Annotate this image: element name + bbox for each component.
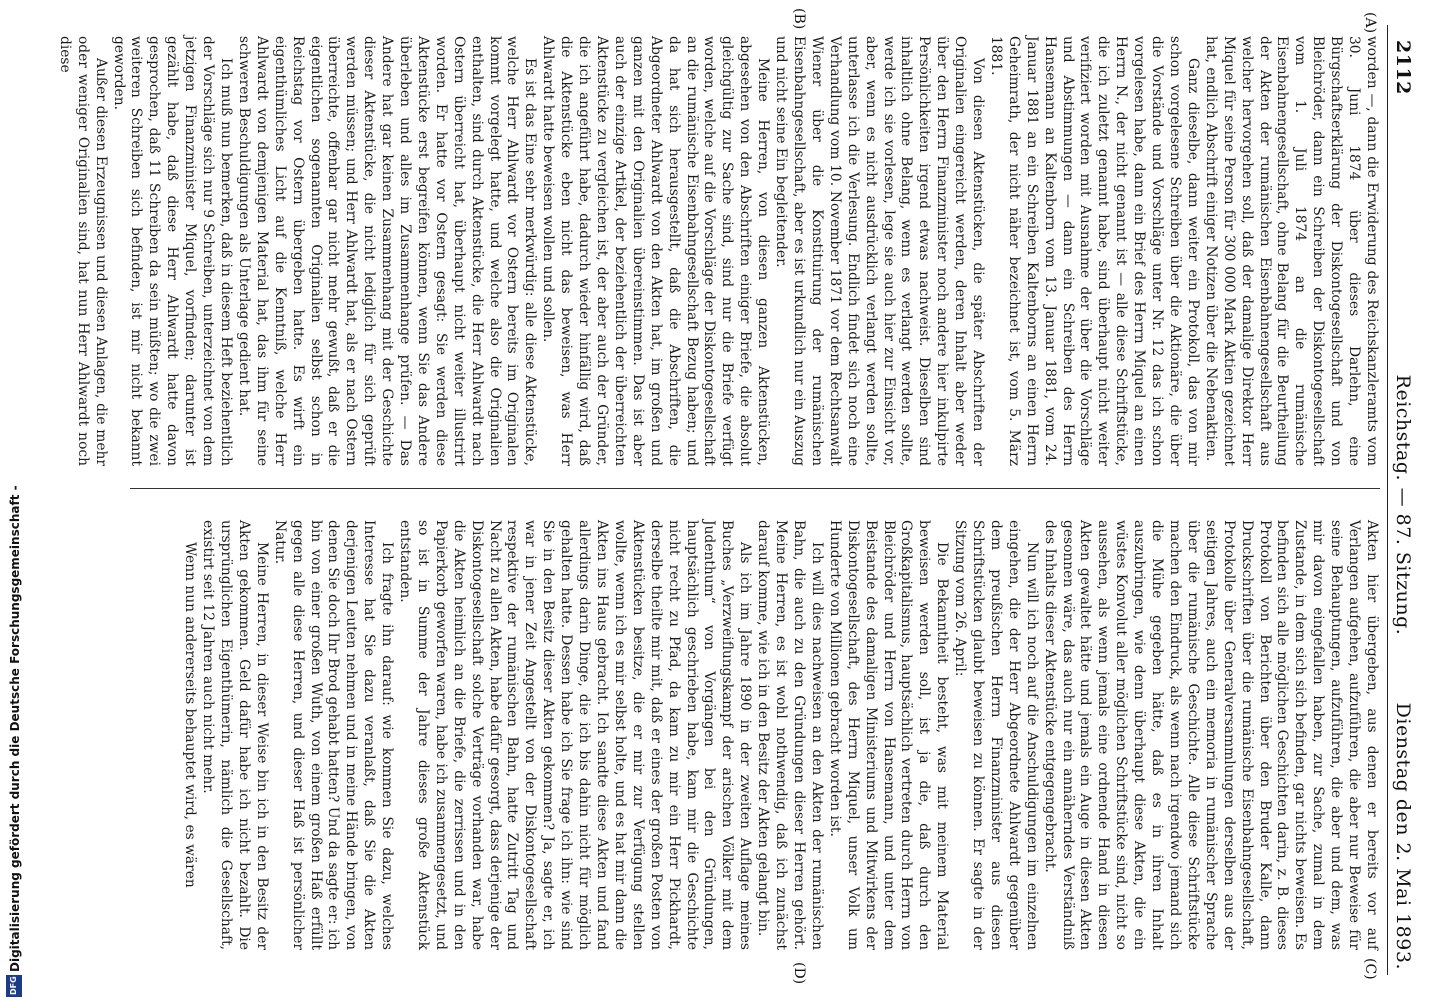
- page-number: 2112: [1392, 40, 1414, 95]
- paragraph: Es ist das Eine sehr merkwürdig: alle diese Aktenstücke, welche Herr Ahlwardt vor Ostern bereits im Originalen kommt vorgelegt hatte, und welche also die Originalien enthalten, sind durch Aktenstücke, die Herr Ahlwardt nach Ostern überreicht hat, überhaupt nicht weiter illustrirt worden. Er hatte vor Ostern gesagt: Sie werden diese Aktenstücke erst begreifen können, wenn Sie das Andere überleben und alles im Zusammenhange prüfen. — Das Andere hat gar keinen Zusammenhang mit der Geschichte dieser Aktenstücke, die nicht lediglich für sich geprüft werden müssen; und Herr Ahlwardt hat, als er nach Ostern überreichte, offenbar gar nicht mehr gewußt, daß er die eigentlichen sogenannten Originalien selbst schon in Reichstag vor Ostern übergeben hatte. Es wirft ein eigenthümliches Licht auf die Kenntniß, welche Herr Ahlwardt von demjenigen Material hat, das ihm für seine schweren Beschuldigungen als Unterlage gedient hat.: [235, 36, 539, 466]
- left-column: [56, 36, 1380, 466]
- column-divider: [130, 488, 1380, 489]
- credit-text: Digitalisierung gefördert durch die Deutsche Forschungsgemeinschaft -: [8, 485, 22, 972]
- header-rule: [1387, 25, 1388, 975]
- paragraph: Nun will ich noch auf die Anschuldigungen im einzelnen eingehen, die der Herr Abgeordnete Ahlwardt gegenüber dem preußischen Herrn Finanzminister aus diesen Schriftstücken glaubt beweisen zu können. Er sagte in der Sitzung vom 26. April:: [952, 520, 1040, 950]
- margin-marker-c: (C): [1362, 958, 1378, 980]
- running-header: [1392, 40, 1414, 970]
- margin-marker-b: (B): [791, 8, 807, 30]
- paragraph: Als ich im Jahre 1890 in der zweiten Auflage meines Buches „Verzweiflungskampf der arischen Völker mit dem Judenthum“ von Vorgängen bei den Gründungen, hauptsächlich geschrieben habe, kam mir die Geschichte nicht recht zu Pfad, da kam zu mir ein Herr Pickhardt, derselbe theilte mir mit, daß er eines der großen Posten von Aktenstücken besitze, die er mir zur Verfügung stellen wollte, wenn ich es mir selbst holte, und es hat mir dann die Akten ins Haus gebracht. Ich sandte diese Akten und fand allerdings darin Dinge, die ich bis dahin nicht für möglich gehalten hatte. Dessen habe ich Sie frage ich ihn: wie sind Sie in den Besitz dieser Akten gekommen? Ja, sagte er, ich war in jener Zeit Angestellt von der Diskontogesellschaft respektive der rumänischen Bahn, hatte Zutritt Tag und Nacht zu allen Akten, habe dafür gesorgt, dass derjenige der Diskontogesellschaft solche Verträge vorhanden war, habe die Akten heimlich an die Briefe, die zerrissen und in den Papierkorb geworfen waren, habe ich zusammengesetzt, und so ist in Summe der Jahre dieses große Aktenstück entstanden.: [397, 520, 754, 950]
- paragraph: Meine Herren, in dieser Weise bin ich in den Besitz der Akten gekommen. Geld dafür habe ich nicht bezahlt. Die ursprünglichen Eigenthümerin, nämlich die Gesellschaft, existirt seit 12 Jahren auch nicht mehr.: [200, 520, 270, 950]
- paragraph: Ich will dies nachweisen an den Akten der rumänischen Bahn, die auch zu den Gründungen dieser Herren gehört. Meine Herren, es ist wohl nothwendig, daß ich zunächst darauf komme, wie ich in den Besitz der Akten gelangt bin.: [755, 520, 825, 950]
- digitization-credit: [2, 0, 26, 1000]
- paragraph: Die Bekanntheit besteht, was mit meinem Material beweisen werden soll, ist ja die, daß durch den Großkapitalismus, hauptsächlich vertreten durch Herrn von Bleichröder und Herrn von Hansemann, und unter dem Beistande des damaligen Ministeriums und Mitwirkens der Diskontogesellschaft, des Herrn Miquel, unser Volk um Hunderte von Millionen gebracht worden ist.: [826, 520, 951, 950]
- dfg-logo-icon: DFG: [6, 975, 22, 997]
- paragraph: Ganz dieselbe, dann weiter ein Protokoll, das von mir schon vorgelesene Schreiben über die Aktionäre, die über die Vorstände und Vorschläge unter Nr. 12 das ich schon vorgelesen habe, dann ein Brief des Herrn Miquel an einen Herrn N., der nicht genannt ist — alle diese Schriftstücke, die ich zuletzt genannt habe, sind überhaupt nicht weiter verifiziert worden mit Ausnahme der über die Vorschläge und Abstimmungen — dann ein Schreiben des Herrn Hansemann an Kaltenborn vom 13. Januar 1881, vom 24. Januar 1881 an ein Schreiben Kaltenborns an einen Herrn Geheimrath, der nicht näher bezeichnet ist, vom 5. März 1881.: [987, 36, 1201, 466]
- margin-marker-a: (A): [1362, 12, 1378, 34]
- paragraph: worden —, dann die Erwiderung des Reichskanzleramts vom 30. Juni 1874 über dieses Darlehn, eine Bürgschaftserklärung der Diskontogesellschaft und von Bleichröder, dann ein Schreiben der Diskontogesellschaft vom 1. Juli 1874 an die rumänische Eisenbahnengesellschaft, ohne Belang für die Beurtheilung der Akten der rumänischen Eisenbahnengesellschaft aus welcher hervorgehen soll, daß der damalige Direktor Herr Miquel für seine Person für 300 000 Mark Aktien gezeichnet hat, endlich Abschrift einiger Notizen über die Nebenaktien.: [1202, 36, 1380, 466]
- paragraph: Von diesen Aktenstücken, die später Abschriften der Originalien eingereicht werden, deren Inhalt aber weder über den Herrn Finanzminister noch andere hier inkulpirte Persönlichkeiten irgend etwas nachweist. Dieselben sind inhaltlich ohne Belang, wenn es verlangt werden sollte, werde ich sie vorlesen, lege sie auch hier zur Einsicht vor, aber, wenn es nicht ausdrücklich verlangt werden sollte, unterlasse ich die Verlesung. Endlich findet sich noch eine Verhandlung vom 10. November 1871 vor dem Rechtsanwalt Wiener über die Konstituirung der rumänischen Eisenbahngesellschaft, aber es ist urkundlich nur ein Auszug und nicht seine Ein begleitender.: [773, 36, 987, 466]
- paragraph: Wenn nun andererseits behauptet wird, es wären: [182, 542, 199, 888]
- margin-marker-d: (D): [791, 962, 807, 985]
- paragraph: Ich fragte ihn darauf: wie kommen Sie dazu, welches Interesse hat Sie dazu veranlaßt, daß Sie die Akten derjenigen Leuten nehmen und in meine Hände bringen, von denen Sie doch Ihr Brod gehabt hatten? Und da sagte er: ich bin von einer großen Wuth, von einem großen Haß erfüllt gegen alle diese Herren, und dieser Haß ist persönlicher Natur.: [271, 520, 396, 950]
- paragraph: Ich muß nun bemerken, daß in diesem Heft beziehentlich der Vorschläge sich nur 9 Schreiben, unterzeichnet von dem jetzigen Finanzminister Miquel, vorfinden; darunter ist gezählt habe, daß diese Herr Ahlwardt hatte davon gesprochen, daß 11 Schreiben da sein müßten; wo die zwei weiteren Schreiben sich befinden, ist mir nicht bekannt geworden.: [110, 36, 234, 466]
- header-title: Reichstag. — 87. Sitzung.: [1392, 374, 1414, 636]
- paragraph: Außer diesen Erzeugnissen und diesen Anlagen, die mehr oder weniger Originalien sind, hat nun Herr Ahlwardt noch diese: [56, 36, 109, 466]
- header-date: Dienstag den 2. Mai 1893.: [1392, 702, 1414, 970]
- paragraph: Meine Herren, von diesen ganzen Aktenstücken, abgesehen von den Abschriften einiger Briefe, die absolut gleichgültig zur Sache sind, sind nur die Briefe verfügt worden, welche auf die Vorschläge der Diskontogesellschaft an die rumänische Eisenbahngesellschaft Bezug haben; und da hat sich herausgestellt, daß die Abschriften, die Abgeordneter Ahlwardt von den Akten hat, im großen und ganzen mit den Originalien übereinstimmen. Das ist aber auch der einzige Artikel, der beziehentlich der überreichten Aktenstücke zu vergleichen ist, der aber auch der Gründer, die ich angeführt habe, dadurch wieder hinfällig wird, daß die Aktenstücke eben nicht das beweisen, was Herr Ahlwardt hatte beweisen wollen und sollen.: [540, 36, 772, 466]
- paragraph: Akten hier übergeben, aus denen er bereits vor auf Verlangen aufgehen, aufzuführen, die aber nur Beweise für seine Behauptungen, aufzuführen, die aber und dem, was mir davon eingefallen haben, zur Sache, zumal in dem Zustande, in dem sich sich befinden, gar nichts beweisen. Es befinden sich alle möglichen Geschichten darin, z. B. dieses Protokoll von Berichten über den Bruder Kalle, dann Druckschriften über die rumänische Eisenbahngesellschaft, Protokolle über Generalversammlungen derselben aus der seitigen Jahres, auch ein memoria in rumänischer Sprache über die rumänische Geschichte. Alle diese Schriftstücke machen den Eindruck, als wenn nach irgendwo jemand sich die Mühe gegeben hätte, daß es in ihren Inhalt auszubringen, wie denn überhaupt diese Akten, die ein wüstes Konvolut aller möglichen Schriftstücke sind, nicht so aussehen, als wenn jemals eine ordnende Hand in diesen Akten gewaltet hätte und jemals ein Auge in diesen Akten gesonnen wäre, das auch nur ein annäherndes Verständniß des Inhalts dieser Aktenstücke entgegengebracht.: [1041, 520, 1380, 950]
- right-column: [130, 520, 1380, 950]
